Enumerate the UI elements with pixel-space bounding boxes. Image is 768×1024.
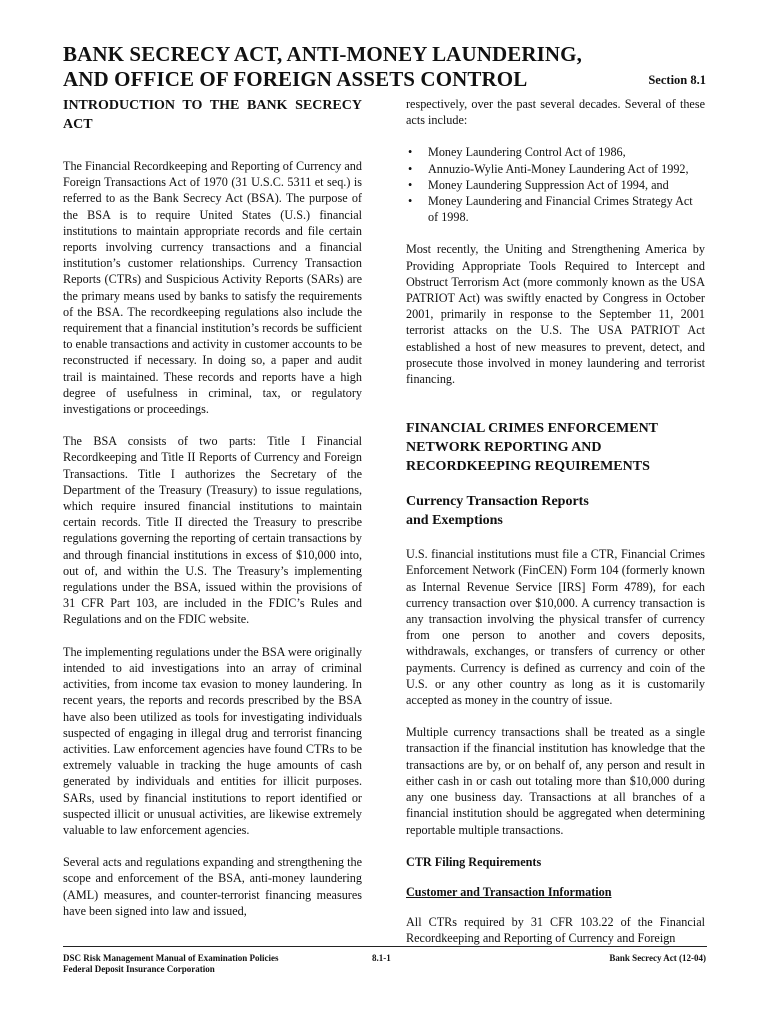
footer-agency: Federal Deposit Insurance Corporation (63, 964, 215, 974)
footer-section-ref: Bank Secrecy Act (12-04) (609, 953, 706, 963)
footer-divider (63, 946, 707, 947)
footer-manual-title: DSC Risk Management Manual of Examination Policies (63, 953, 279, 963)
list-item: • Money Laundering and Financial Crimes Strategy Act of 1998. (408, 194, 693, 225)
ctr-filing-heading: CTR Filing Requirements (406, 854, 542, 869)
customer-info-heading: Customer and Transaction Information (406, 884, 612, 899)
page-number: 8.1-1 (372, 953, 391, 963)
page-title (63, 42, 723, 92)
title-line-1: BANK SECRECY ACT, ANTI-MONEY LAUNDERING, (63, 42, 582, 66)
ctr-subheading-line-1: Currency Transaction Reports (406, 494, 589, 510)
intro-heading: INTRODUCTION TO THE BANK SECRECY ACT (63, 98, 362, 132)
bullet-icon: • (408, 194, 413, 209)
left-column (63, 96, 362, 935)
section-number: Section 8.1 (648, 73, 706, 87)
paragraph-multiple-transactions: Multiple currency transactions shall be treated as a single transaction if the financial institution has knowledge that the transactions are by, or on behalf of, any person and result in either cash in or cash out totaling more than $10,000 during any one business day. Transactions at all branches of a financial institution should be aggregated when determining reportable multiple transactions. (406, 725, 705, 837)
footer-publication (63, 953, 279, 975)
right-column (406, 96, 705, 963)
paragraph-implementing-regulations: The implementing regulations under the BSA were originally intended to aid investigations into an array of criminal activities, from income tax evasion to money laundering. In recent years, the reports and records prescribed by the BSA have also been utilized as tools for investigating individuals suspected of engaging in illegal drug and terrorist financing activities. Law enforcement agencies have found CTRs to be extremely valuable in tracking the huge amounts of cash generated by individuals and entities for illicit purposes. SARs, used by financial institutions to report identified or suspected illicit or unusual activities, are likewise extremely valuable to law enforcement agencies. (63, 644, 362, 837)
list-item: • Annuzio-Wylie Anti-Money Laundering Act of 1992, (408, 161, 689, 176)
paragraph-patriot-act: Most recently, the Uniting and Strengthening America by Providing Appropriate Tools Required to Intercept and Obstruct Terrorism Act (more commonly known as the USA PATRIOT Act) was swiftly enacted by Congress in October 2001, primarily in response to the September 11, 2001 terrorist attacks on the U.S. The USA PATRIOT Act established a host of new measures to prevent, detect, and prosecute those involved in money laundering and terrorist financing. (406, 242, 705, 387)
paragraph-all-ctrs: All CTRs required by 31 CFR 103.22 of the Financial Recordkeeping and Reporting of Currency and Foreign (406, 915, 705, 946)
title-line-2: AND OFFICE OF FOREIGN ASSETS CONTROL (63, 67, 528, 91)
list-item: • Money Laundering Control Act of 1986, (408, 145, 626, 160)
paragraph-bsa-parts: The BSA consists of two parts: Title I Financial Recordkeeping and Title II Reports of Currency and Foreign Transactions. Title I authorizes the Secretary of the Department of the Treasury (Treasury) to issue regulations, which require insured financial institutions to maintain certain records. Title II directed the Treasury to prescribe regulations governing the reporting of certain transactions by and through financial institutions in excess of $10,000 into, out of, and within the U.S. The Treasury’s implementing regulations under the BSA, issued within the provisions of 31 CFR Part 103, are included in the FDIC’s Rules and Regulations and on the FDIC website. (63, 434, 362, 627)
fincen-heading: FINANCIAL CRIMES ENFORCEMENT NETWORK REPORTING AND RECORDKEEPING REQUIREMENTS (406, 421, 658, 475)
paragraph-ctr-definition: U.S. financial institutions must file a CTR, Financial Crimes Enforcement Network (FinCEN) Form 104 (formerly known as Internal Revenue Service [IRS] Form 4789), for each currency transaction over $10,000. A currency transaction is any transaction involving the physical transfer of currency from one person to another and covers deposits, withdrawals, exchanges, or transfers of currency or other payments. Currency is defined as currency and coin of the U.S. or any other country as long as it is customarily accepted as money in the country of issue. (406, 547, 705, 708)
paragraph-continuation: respectively, over the past several decades. Several of these acts include: (406, 97, 705, 128)
bullet-icon: • (408, 145, 413, 160)
ctr-subheading-line-2: and Exemptions (406, 513, 503, 529)
bullet-icon: • (408, 161, 413, 176)
bullet-icon: • (408, 177, 413, 192)
paragraph-bsa-definition: The Financial Recordkeeping and Reporting of Currency and Foreign Transactions Act of 1970 (31 U.S.C. 5311 et seq.) is referred to as the Bank Secrecy Act (BSA). The purpose of the BSA is to require United States (U.S.) financial institutions to maintain appropriate records and file certain reports involving currency transactions and a financial institution’s customer relationships. Currency Transaction Reports (CTRs) and Suspicious Activity Reports (SARs) are the primary means used by banks to satisfy the requirements of the BSA. The recordkeeping regulations also include the requirement that a financial institution’s records be sufficient to enable transactions and activity in customer accounts to be reconstructed if necessary. In doing so, a paper and audit trail is maintained. These records and reports have a high degree of usefulness in criminal, tax, or regulatory investigations or proceedings. (63, 159, 362, 417)
ctr-subheading (406, 492, 705, 530)
paragraph-several-acts: Several acts and regulations expanding and strengthening the scope and enforcement of the BSA, anti-money laundering (AML) measures, and counter-terrorist financing measures have been signed into law and issued, (63, 855, 362, 918)
acts-list (406, 144, 705, 225)
list-item: • Money Laundering Suppression Act of 1994, and (408, 177, 669, 192)
